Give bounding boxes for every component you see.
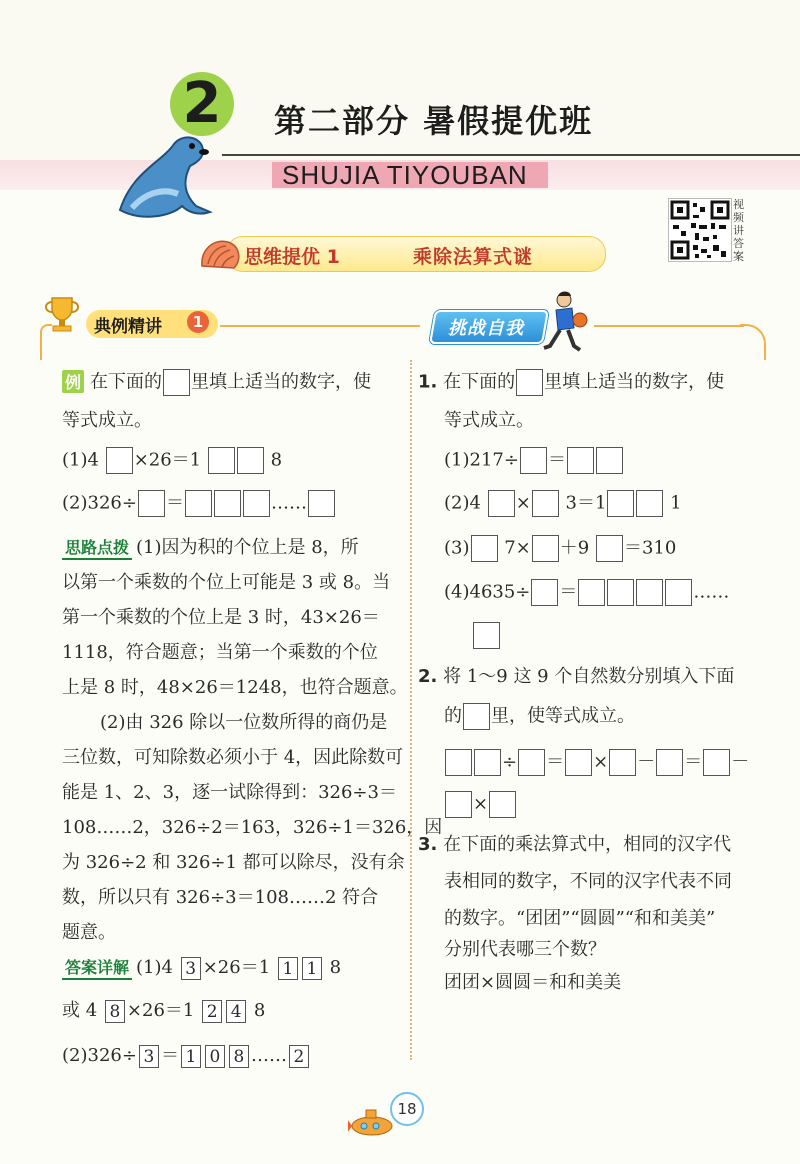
title-rule (222, 154, 800, 156)
example-line-1: 例 在下面的 里填上适当的数字，使 (62, 369, 371, 396)
basketball-player-icon (540, 290, 596, 356)
answer-line-3: (2)326÷ 3 ＝ 1 0 8 …… 2 (62, 1043, 311, 1069)
answer-box[interactable] (163, 369, 190, 396)
hint-line-11: 数，所以只有 326÷3＝108……2 符合 (62, 887, 379, 908)
answer-box[interactable] (607, 490, 634, 517)
answer-box[interactable] (185, 490, 212, 517)
q3-line-1: 3. 在下面的乘法算式中，相同的汉字代 (418, 834, 732, 855)
left-corner (40, 324, 52, 360)
part-title: 第二部分 暑假提优班 (274, 102, 594, 140)
section-line-right (594, 325, 744, 327)
q1-part-3: (3) 7× ＋9 ＝310 (444, 535, 676, 562)
part-subtitle: SHUJIA TIYOUBAN (272, 162, 548, 188)
filled-box: 3 (139, 1045, 159, 1068)
answer-box[interactable] (565, 749, 592, 776)
example-line-2: 等式成立。 (62, 410, 152, 431)
answer-box[interactable] (703, 749, 730, 776)
q1-line-1: 1. 在下面的 里填上适当的数字，使 (418, 369, 724, 396)
q3-line-4: 分别代表哪三个数？ (444, 939, 606, 960)
section-number: 1 (187, 311, 209, 333)
section-label: 典例精讲 (94, 317, 162, 337)
page-number: 18 (390, 1092, 424, 1126)
part-number: 2 (170, 72, 234, 136)
answer-box[interactable] (609, 749, 636, 776)
hint-line-1: 思路点拨 (1)因为积的个位上是 8，所 (62, 535, 359, 561)
filled-box: 3 (181, 957, 201, 980)
q2-equation-1: ÷ ＝ × － ＝ － (444, 749, 749, 776)
hint-line-2: 以第一个乘数的个位上可能是 3 或 8。当 (62, 572, 391, 593)
example-part-2: (2)326÷ ＝ …… (62, 490, 336, 517)
q2-line-1: 2. 将 1～9 这 9 个自然数分别填入下面 (418, 666, 735, 687)
answer-box[interactable] (473, 622, 500, 649)
answer-box[interactable] (596, 447, 623, 474)
answer-box[interactable] (656, 749, 683, 776)
q2-line-2: 的 里，使等式成立。 (444, 703, 635, 730)
challenge-label: 挑战自我 (448, 318, 524, 339)
filled-box: 8 (229, 1045, 249, 1068)
hint-line-12: 题意。 (62, 922, 116, 943)
answer-box[interactable] (489, 791, 516, 818)
q1-part-1: (1)217÷ ＝ (444, 447, 624, 474)
filled-box: 1 (278, 957, 298, 980)
hint-label: 思路点拨 (62, 535, 132, 560)
hint-line-4: 1118，符合题意；当第一个乘数的个位 (62, 642, 378, 663)
hint-line-7: 三位数，可知除数必须小于 4，因此除数可 (62, 747, 404, 768)
answer-box[interactable] (578, 579, 605, 606)
answer-box[interactable] (138, 490, 165, 517)
hint-line-5: 上是 8 时，48×26＝1248，也符合题意。 (62, 677, 408, 698)
q1-part-4: (4)4635÷ ＝ …… (444, 579, 729, 606)
qr-code-icon[interactable] (668, 198, 732, 262)
right-corner (740, 324, 766, 360)
filled-box: 1 (302, 957, 322, 980)
qr-label: 视频讲答案 (733, 198, 744, 263)
hint-line-6: (2)由 326 除以一位数所得的商仍是 (100, 712, 388, 733)
answer-box[interactable] (243, 490, 270, 517)
answer-box[interactable] (463, 703, 490, 730)
answer-box[interactable] (208, 447, 235, 474)
answer-label: 答案详解 (62, 955, 132, 980)
answer-box[interactable] (214, 490, 241, 517)
answer-box[interactable] (596, 535, 623, 562)
topic-name: 乘除法算式谜 (413, 246, 534, 268)
answer-box[interactable] (518, 749, 545, 776)
example-part-1: (1)4 ×26＝1 8 (62, 447, 282, 474)
answer-box[interactable] (445, 791, 472, 818)
q3-line-3: 的数字。“团团”“圆圆”“和和美美” (444, 908, 716, 929)
answer-box[interactable] (106, 447, 133, 474)
answer-box[interactable] (520, 447, 547, 474)
filled-box: 8 (105, 1000, 125, 1023)
answer-line-2: 或 4 8 ×26＝1 2 4 8 (62, 1000, 266, 1022)
answer-line-1: 答案详解 (1)4 3 ×26＝1 1 1 8 (62, 955, 341, 981)
answer-box[interactable] (636, 490, 663, 517)
column-divider (410, 360, 412, 1060)
filled-box: 4 (226, 1000, 246, 1023)
filled-box: 0 (205, 1045, 225, 1068)
hint-line-10: 为 326÷2 和 326÷1 都可以除尽，没有余 (62, 852, 405, 873)
answer-box[interactable] (237, 447, 264, 474)
answer-box[interactable] (665, 579, 692, 606)
q2-equation-2: × (444, 791, 517, 818)
example-mark: 例 (62, 370, 84, 393)
filled-box: 2 (289, 1045, 309, 1068)
answer-box[interactable] (607, 579, 634, 606)
section-line-left (220, 325, 420, 327)
filled-box: 2 (202, 1000, 222, 1023)
answer-box[interactable] (636, 579, 663, 606)
answer-box[interactable] (567, 447, 594, 474)
answer-box[interactable] (308, 490, 335, 517)
answer-box[interactable] (531, 579, 558, 606)
q1-part-2: (2)4 × 3＝1 1 (444, 490, 682, 517)
hint-line-9: 108……2，326÷2＝163，326÷1＝326，因 (62, 817, 443, 838)
q1-line-2: 等式成立。 (444, 410, 534, 431)
answer-box[interactable] (474, 749, 501, 776)
hint-line-8: 能是 1、2、3，逐一试除得到：326÷3＝ (62, 782, 397, 803)
answer-box[interactable] (516, 369, 543, 396)
answer-box[interactable] (532, 490, 559, 517)
q3-line-5: 团团×圆圆＝和和美美 (444, 972, 622, 993)
q1-part-4-remainder (472, 622, 501, 649)
answer-box[interactable] (471, 535, 498, 562)
hint-line-3: 第一个乘数的个位上是 3 时，43×26＝ (62, 607, 380, 628)
topic-label: 思维提优 1 (244, 246, 340, 268)
answer-box[interactable] (445, 749, 472, 776)
q3-line-2: 表相同的数字，不同的汉字代表不同 (444, 871, 732, 892)
answer-box[interactable] (488, 490, 515, 517)
shell-icon (198, 236, 242, 272)
seal-mascot-icon (112, 132, 222, 224)
answer-box[interactable] (532, 535, 559, 562)
filled-box: 1 (181, 1045, 201, 1068)
